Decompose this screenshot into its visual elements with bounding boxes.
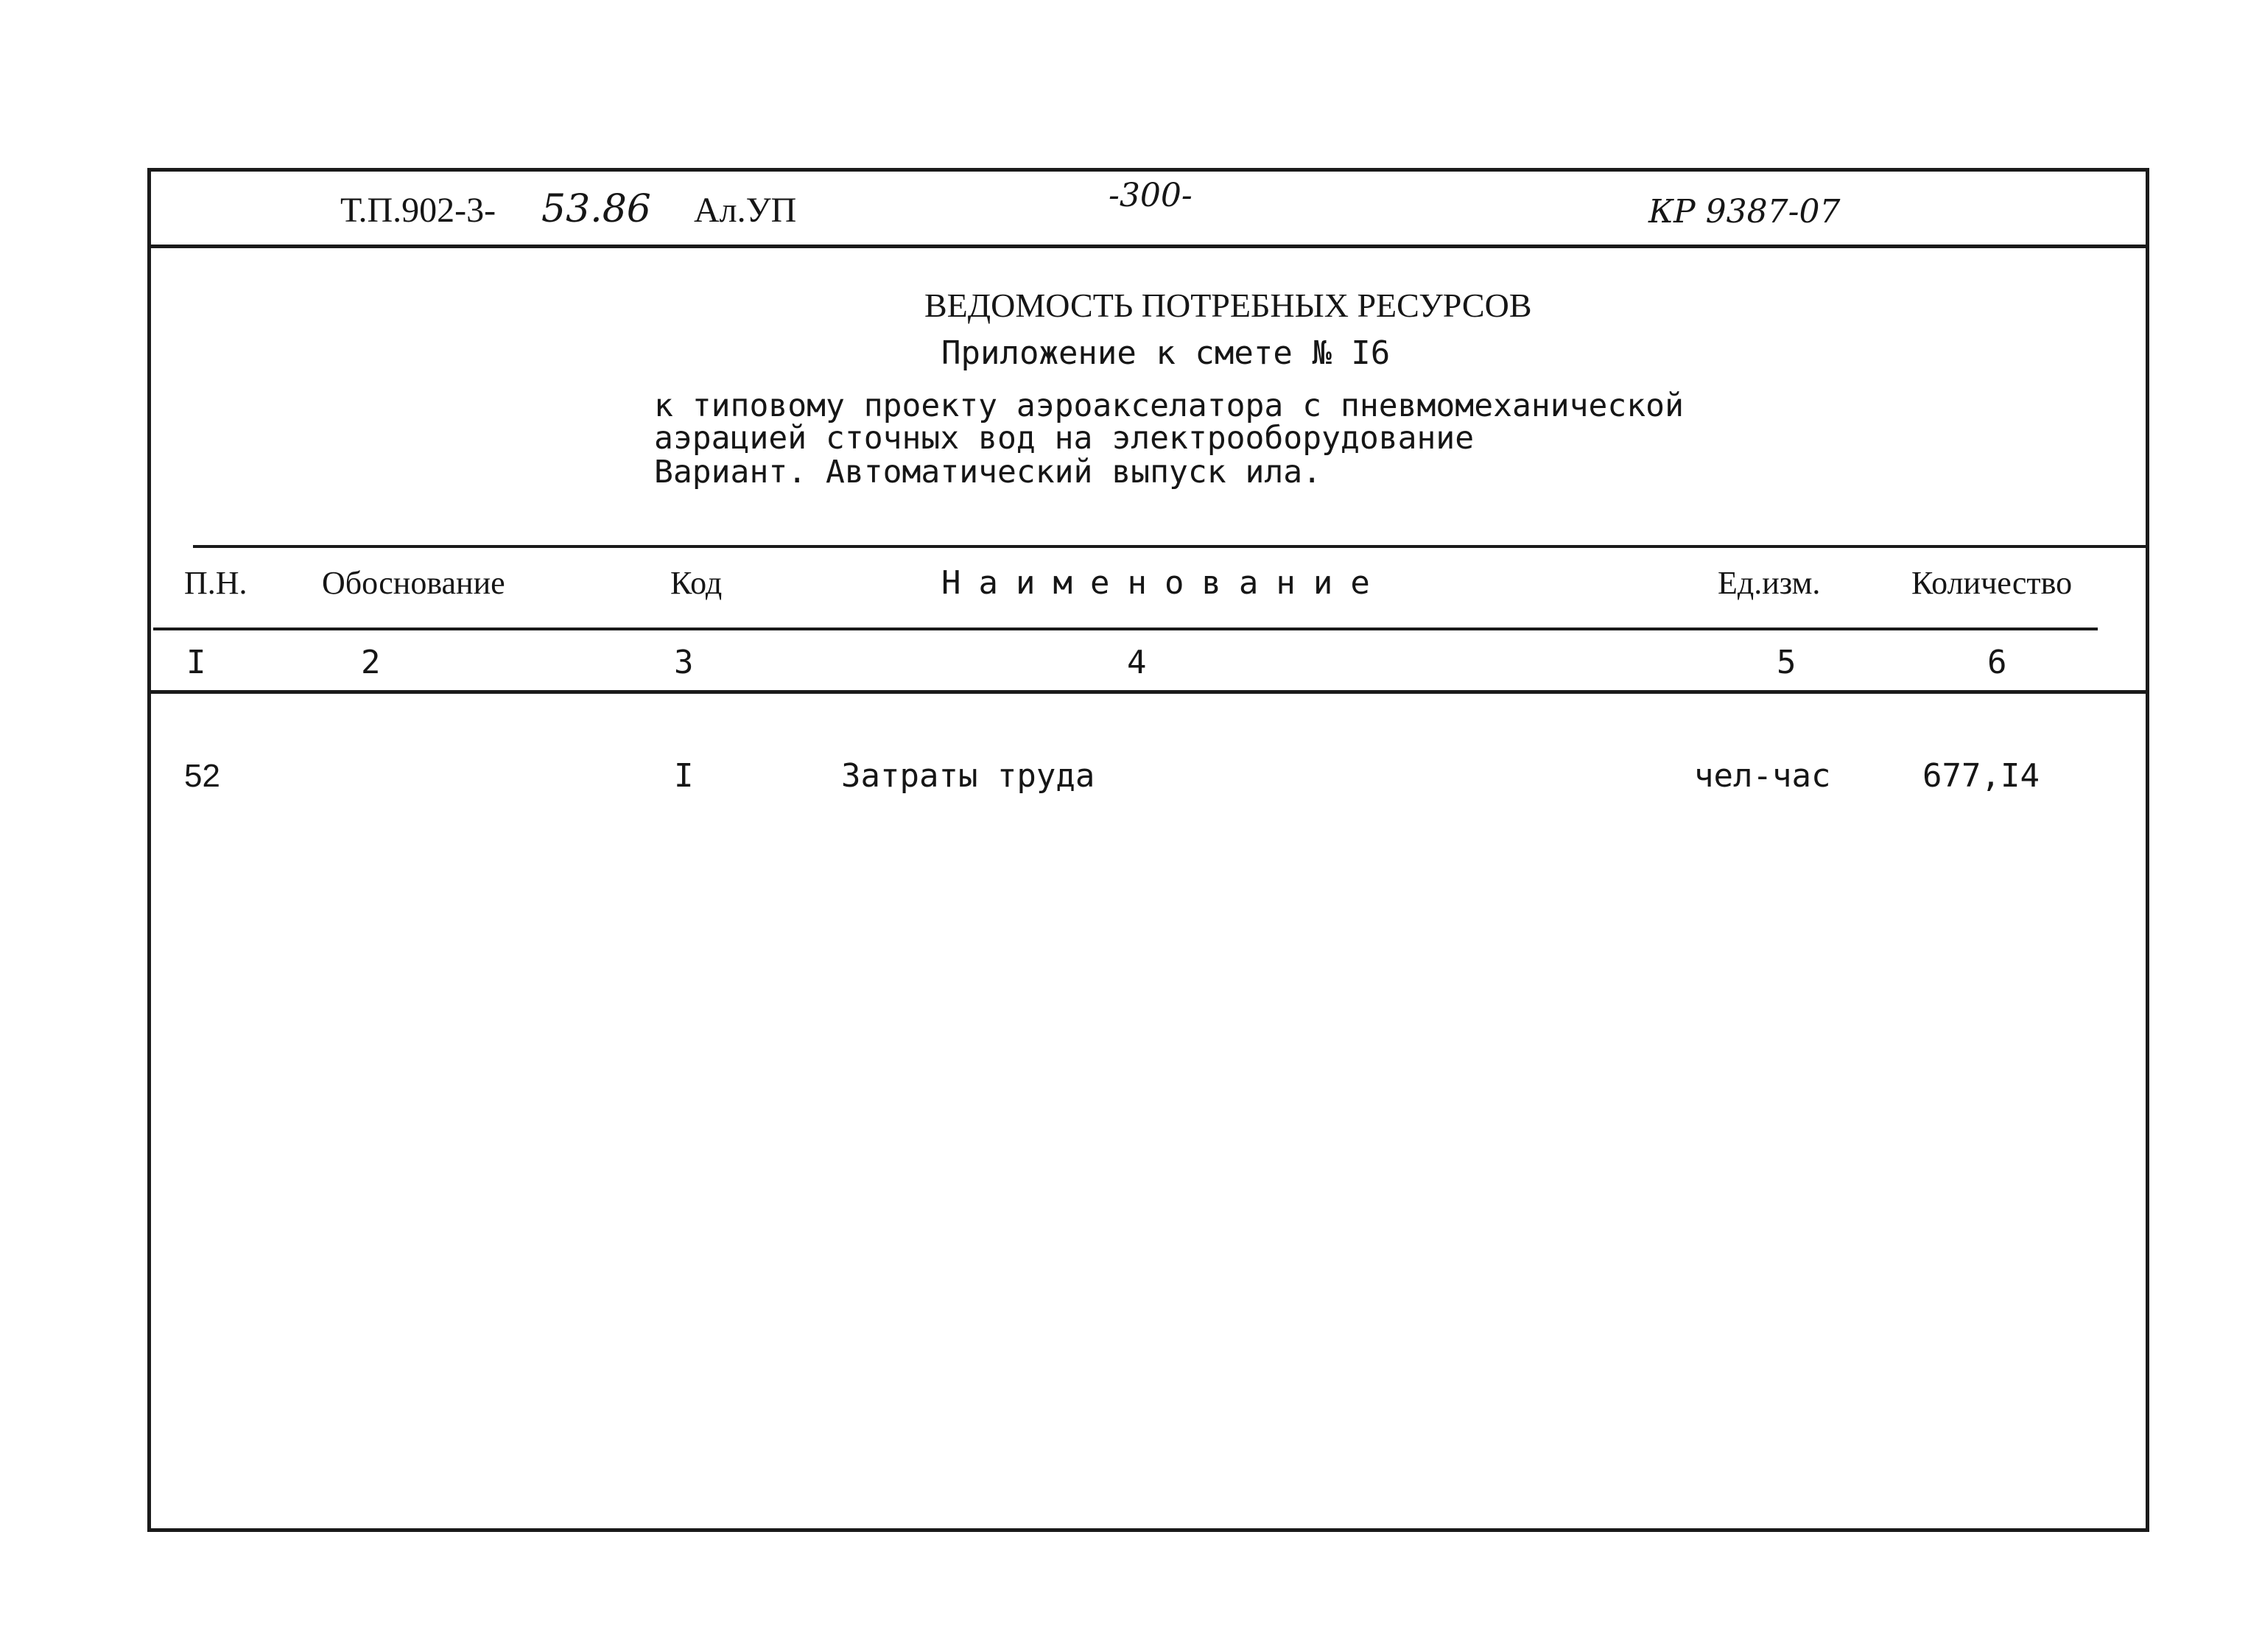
col-header-code: Код (670, 565, 723, 601)
col-header-name: Наименование (941, 564, 1388, 602)
col-header-basis: Обоснование (322, 565, 505, 601)
document-frame (147, 168, 2149, 1532)
table-header-line (153, 628, 2098, 630)
document-subtitle: Приложение к смете № I6 (941, 334, 1391, 372)
header-divider (147, 245, 2149, 248)
description-line-3: Вариант. Автоматический выпуск ила. (654, 454, 1322, 491)
cell-quantity: 677,I4 (1922, 757, 2040, 795)
page-number: -300- (1109, 177, 1193, 214)
table-top-line (193, 545, 2149, 548)
col-number-4: 4 (1127, 644, 1147, 681)
col-number-1: I (186, 644, 206, 681)
col-number-6: 6 (1987, 644, 2007, 681)
cell-pn: 52 (184, 758, 220, 794)
description-line-1: к типовому проекту аэроакселатора с пневмомеханической (654, 387, 1684, 424)
col-number-5: 5 (1777, 644, 1796, 681)
col-header-quantity: Количество (1911, 565, 2073, 601)
col-number-2: 2 (361, 644, 381, 681)
document-title: ВЕДОМОСТЬ ПОТРЕБНЫХ РЕСУРСОВ (924, 287, 1532, 324)
description-line-2: аэрацией сточных вод на электрооборудование (654, 420, 1475, 457)
project-code-prefix: Т.П.902-3- (340, 191, 496, 230)
cell-code: I (674, 757, 694, 795)
col-header-unit: Ед.изм. (1718, 565, 1821, 601)
cell-unit: чел-час (1694, 757, 1831, 795)
col-header-pn: П.Н. (184, 565, 247, 601)
project-code-handwritten: 53.86 (541, 187, 651, 231)
table-body-line (147, 690, 2149, 694)
archive-code: КР 9387-07 (1648, 193, 1841, 231)
album-label: Ал.УП (694, 191, 797, 230)
col-number-3: 3 (674, 644, 694, 681)
cell-name: Затраты труда (841, 757, 1095, 795)
